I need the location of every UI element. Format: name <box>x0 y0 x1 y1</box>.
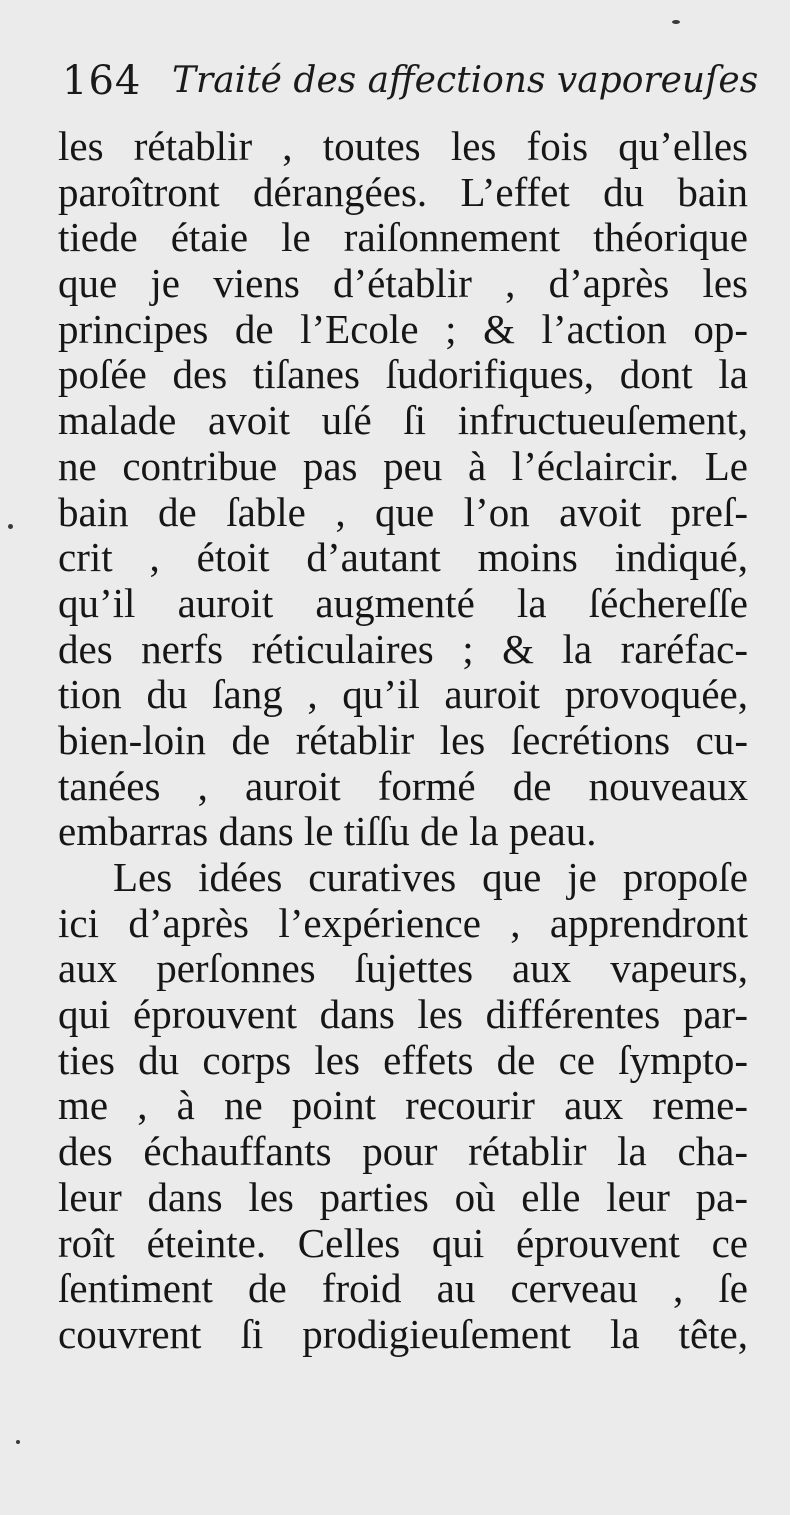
text-line: roît éteinte. Celles qui éprouvent ce <box>58 1219 748 1266</box>
paper-speck <box>8 524 13 529</box>
text-line: ties du corps les effets de ce ſympto- <box>58 1036 748 1083</box>
text-line: poſée des tiſanes ſudorifiques, dont la <box>58 351 748 398</box>
page-number: 164 <box>62 58 142 104</box>
text-line: bain de ſable , que l’on avoit preſ- <box>58 488 748 535</box>
page-header <box>62 52 759 112</box>
text-line: qui éprouvent dans les différentes par- <box>58 991 748 1038</box>
text-line: ſentiment de froid au cerveau , ſe <box>58 1265 748 1312</box>
text-line: ne contribue pas peu à l’éclaircir. Le <box>58 442 748 489</box>
paper-speck <box>16 1440 20 1444</box>
text-line: leur dans les parties où elle leur pa- <box>58 1173 748 1220</box>
paragraph-1 <box>58 124 748 855</box>
text-line: que je viens d’établir , d’après les <box>58 260 748 307</box>
text-line: bien-loin de rétablir les ſecrétions cu- <box>58 716 748 763</box>
text-line: qu’il auroit augmenté la ſéchereſſe <box>58 579 748 626</box>
text-line: principes de l’Ecole ; & l’action op- <box>58 305 748 352</box>
text-line: couvrent ſi prodigieuſement la tête, <box>58 1310 748 1357</box>
text-line: des nerfs réticulaires ; & la raréfac- <box>58 625 748 672</box>
text-line: tion du ſang , qu’il auroit provoquée, <box>58 671 748 718</box>
text-line: aux perſonnes ſujettes aux vapeurs, <box>58 945 748 992</box>
text-line: paroîtront dérangées. L’effet du bain <box>58 168 748 215</box>
paragraph-2 <box>58 855 748 1358</box>
paper-speck <box>672 20 680 24</box>
text-line: Les idées curatives que je propoſe <box>113 854 748 900</box>
text-line: tanées , auroit formé de nouveaux <box>58 762 748 809</box>
text-line: tiede étaie le raiſonnement théorique <box>58 214 748 261</box>
text-line: embarras dans le tiſſu de la peau. <box>58 808 597 855</box>
body-text <box>58 124 748 1358</box>
running-title: Traité des affections vaporeuſes <box>172 60 759 101</box>
text-line: me , à ne point recourir aux reme- <box>58 1082 748 1129</box>
text-line: des échauffants pour rétablir la cha- <box>58 1128 748 1175</box>
text-line: les rétablir , toutes les fois qu’elles <box>58 123 748 169</box>
text-line: crit , étoit d’autant moins indiqué, <box>58 534 748 581</box>
page-margin <box>790 0 800 1515</box>
text-line: ici d’après l’expérience , apprendront <box>58 899 748 946</box>
text-line: malade avoit uſé ſi infructueuſement, <box>58 397 748 444</box>
